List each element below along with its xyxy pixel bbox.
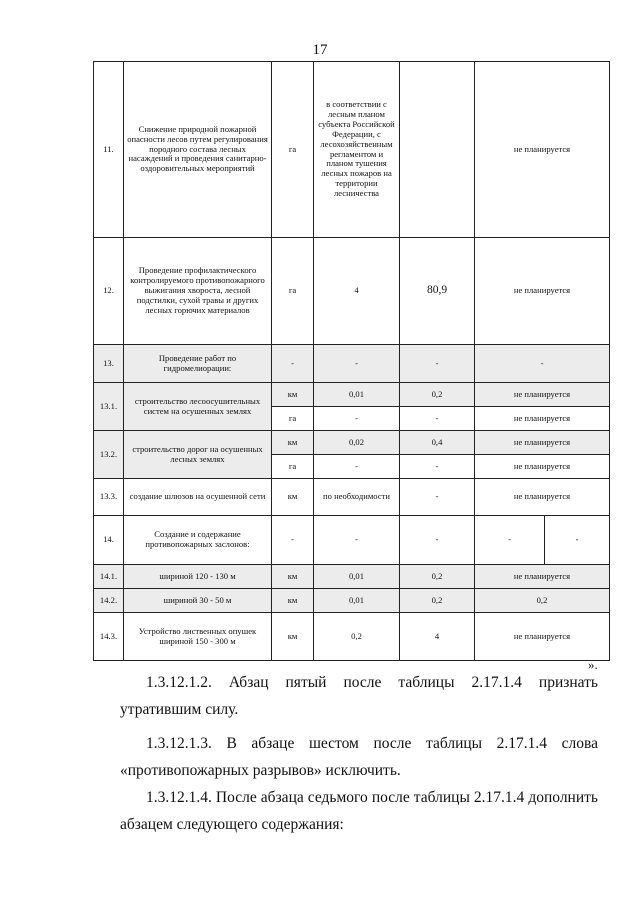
- table-row: [94, 613, 610, 661]
- value-cell: 4: [400, 613, 475, 661]
- measure-name: Снижение природной пожарной опасности лесов путем регулирования породного состава лесных насаждений и проведения санитарно-оздоровительных мероприятий: [124, 62, 272, 238]
- plan-cell: не планируется: [475, 383, 610, 407]
- unit-cell: -: [272, 516, 314, 565]
- value-cell: 0,2: [400, 383, 475, 407]
- row-number: 14.: [94, 516, 124, 565]
- measure-name: шириной 30 - 50 м: [124, 589, 272, 613]
- table-row: [94, 516, 610, 565]
- measures-table: [93, 61, 610, 661]
- measure-name: создание шлюзов на осушенной сети: [124, 479, 272, 516]
- value-cell: в соответствии с лесным планом субъекта Российской Федерации, с лесохозяйственным регламентом и планом тушения лесных пожаров на территории лесничества: [314, 62, 400, 238]
- value-cell: 0,01: [314, 383, 400, 407]
- plan-cell: не планируется: [475, 407, 610, 431]
- plan-cell: 0,2: [475, 589, 610, 613]
- value-cell: 0,01: [314, 565, 400, 589]
- table-row: [94, 345, 610, 383]
- value-cell: 0,2: [400, 565, 475, 589]
- plan-cell: -: [545, 516, 610, 565]
- unit-cell: км: [272, 431, 314, 455]
- plan-cell: не планируется: [475, 479, 610, 516]
- paragraph: 1.3.12.1.2. Абзац пятый после таблицы 2.17.1.4 признать утратившим силу.: [120, 674, 598, 718]
- value-cell: 0,4: [400, 431, 475, 455]
- value-cell: 0,2: [314, 613, 400, 661]
- paragraph: 1.3.12.1.4. После абзаца седьмого после таблицы 2.17.1.4 дополнить абзацем следующего содержания:: [120, 789, 598, 833]
- plan-cell: не планируется: [475, 238, 610, 345]
- table-row: [94, 62, 610, 238]
- plan-cell: не планируется: [475, 431, 610, 455]
- unit-cell: га: [272, 238, 314, 345]
- paragraph: 1.3.12.1.3. В абзаце шестом после таблицы 2.17.1.4 слова «противопожарных разрывов» исключить.: [120, 735, 598, 779]
- unit-cell: га: [272, 407, 314, 431]
- table-row: [94, 383, 610, 407]
- unit-cell: -: [272, 345, 314, 383]
- row-number: 13.3.: [94, 479, 124, 516]
- measure-name: Создание и содержание противопожарных заслонов:: [124, 516, 272, 565]
- value-cell: -: [400, 455, 475, 479]
- value-cell: по необходимости: [314, 479, 400, 516]
- measure-name: строительство лесоосушительных систем на осушенных землях: [124, 383, 272, 431]
- measure-name: Проведение работ по гидромелиорации:: [124, 345, 272, 383]
- unit-cell: га: [272, 62, 314, 238]
- value-cell: -: [314, 407, 400, 431]
- row-number: 14.3.: [94, 613, 124, 661]
- plan-cell: не планируется: [475, 613, 610, 661]
- unit-cell: км: [272, 479, 314, 516]
- table-row: [94, 589, 610, 613]
- measure-name: Устройство лиственных опушек шириной 150 - 300 м: [124, 613, 272, 661]
- value-cell: 80,9: [400, 238, 475, 345]
- table-row: [94, 479, 610, 516]
- plan-cell: не планируется: [475, 455, 610, 479]
- row-number: 11.: [94, 62, 124, 238]
- closing-quote: ».: [588, 657, 598, 672]
- page-number: 17: [312, 42, 328, 58]
- value-cell: 4: [314, 238, 400, 345]
- value-cell: 0,2: [400, 589, 475, 613]
- plan-cell: не планируется: [475, 62, 610, 238]
- unit-cell: км: [272, 613, 314, 661]
- row-number: 13.2.: [94, 431, 124, 479]
- unit-cell: га: [272, 455, 314, 479]
- value-cell: -: [314, 345, 400, 383]
- table-row: [94, 238, 610, 345]
- plan-cell: не планируется: [475, 565, 610, 589]
- value-cell: -: [400, 345, 475, 383]
- unit-cell: км: [272, 383, 314, 407]
- value-cell: -: [400, 479, 475, 516]
- row-number: 14.1.: [94, 565, 124, 589]
- value-cell: [400, 62, 475, 238]
- row-number: 12.: [94, 238, 124, 345]
- value-cell: -: [314, 455, 400, 479]
- row-number: 13.1.: [94, 383, 124, 431]
- value-cell: -: [314, 516, 400, 565]
- measure-name: строительство дорог на осушенных лесных землях: [124, 431, 272, 479]
- value-cell: -: [400, 407, 475, 431]
- table-row: [94, 565, 610, 589]
- value-cell: 0,02: [314, 431, 400, 455]
- measure-name: шириной 120 - 130 м: [124, 565, 272, 589]
- measure-name: Проведение профилактического контролируемого противопожарного выжигания хвороста, лесной подстилки, сухой травы и других лесных горючих материалов: [124, 238, 272, 345]
- plan-cell: -: [475, 345, 610, 383]
- value-cell: 0,01: [314, 589, 400, 613]
- table-row: [94, 431, 610, 455]
- unit-cell: км: [272, 565, 314, 589]
- unit-cell: км: [272, 589, 314, 613]
- value-cell: -: [400, 516, 475, 565]
- row-number: 14.2.: [94, 589, 124, 613]
- plan-cell: -: [475, 516, 545, 565]
- row-number: 13.: [94, 345, 124, 383]
